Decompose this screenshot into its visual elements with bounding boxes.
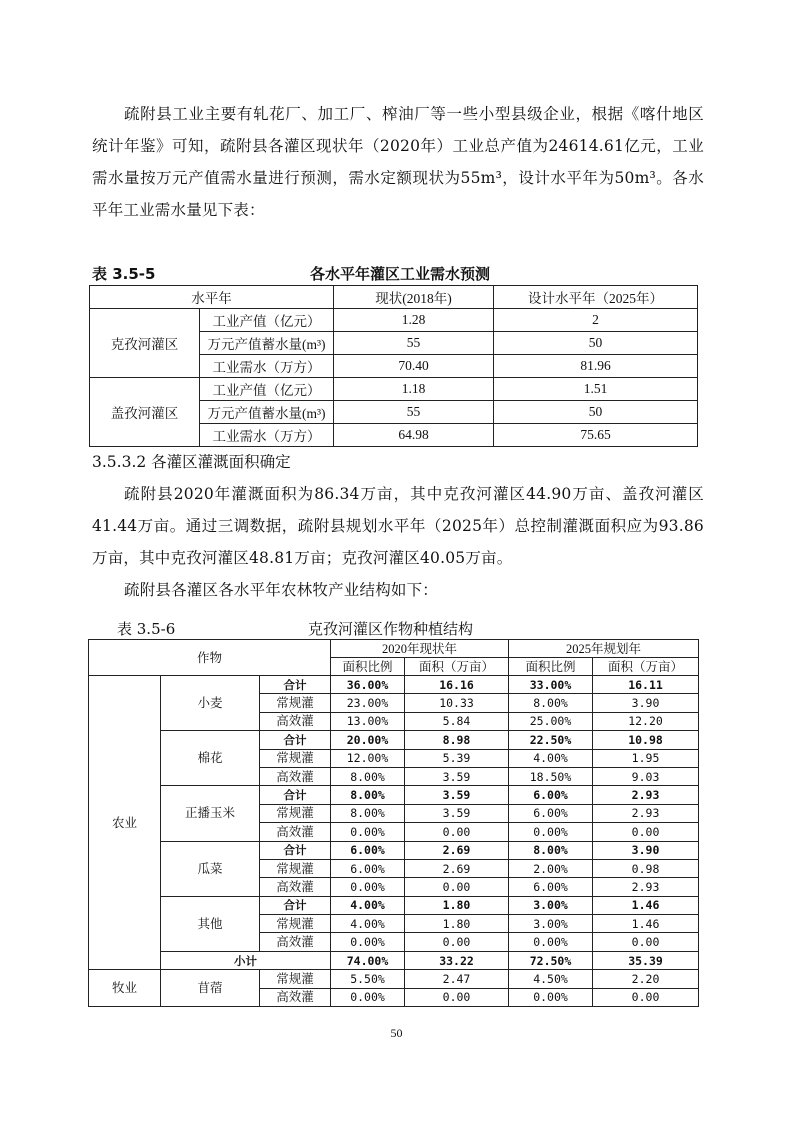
irrigation-type-cell: 高效灌 (260, 712, 331, 730)
table-title: 克孜河灌区作物种植结构 (308, 620, 474, 638)
area-cell: 2.69 (405, 859, 509, 877)
ratio-cell: 4.00% (331, 896, 405, 914)
ratio-cell: 8.00% (331, 804, 405, 822)
value-cell: 1.18 (334, 378, 494, 401)
item-cell: 万元产值蓄水量(m³) (200, 332, 334, 355)
irrigation-type-cell: 高效灌 (260, 823, 331, 841)
structure-intro-paragraph: 疏附县各灌区各水平年农林牧产业结构如下： (124, 581, 439, 599)
irrigation-type-cell: 常规灌 (260, 970, 331, 988)
year-header-cell: 2020年现状年 (331, 640, 509, 658)
area-cell: 1.95 (593, 749, 699, 767)
value-cell: 1.28 (334, 309, 494, 332)
crop-name-cell: 小麦 (161, 676, 260, 731)
irrigation-type-cell: 常规灌 (260, 859, 331, 877)
irrigation-type-cell: 合计 (260, 896, 331, 914)
ratio-cell: 72.50% (509, 951, 593, 969)
ratio-cell: 25.00% (509, 712, 593, 730)
value-cell: 50 (494, 401, 698, 424)
crop-name-cell: 其他 (161, 896, 260, 951)
ratio-cell: 3.00% (509, 896, 593, 914)
table-row (89, 970, 699, 988)
table-row (90, 378, 698, 401)
value-cell: 55 (334, 332, 494, 355)
table-header-row (89, 640, 699, 658)
sector-cell: 农业 (89, 676, 161, 970)
item-cell: 工业产值（亿元） (200, 378, 334, 401)
area-cell: 8.98 (405, 731, 509, 749)
crop-structure-table (88, 639, 699, 1007)
item-cell: 工业需水（万方） (200, 424, 334, 447)
area-cell: 2.20 (593, 970, 699, 988)
irrigation-type-cell: 合计 (260, 676, 331, 694)
irrigation-type-cell: 常规灌 (260, 694, 331, 712)
area-header-cell: 面积（万亩） (405, 658, 509, 676)
area-header-cell: 面积（万亩） (593, 658, 699, 676)
subtotal-row (89, 951, 699, 969)
irrigation-area-paragraph: 疏附县2020年灌溉面积为86.34万亩，其中克孜河灌区44.90万亩、盖孜河灌区41.44万亩。通过三调数据，疏附县规划水平年（2025年）总控制灌溉面积应为93.86万亩，其中克孜河灌区48.81万亩；克孜河灌区40.05万亩。 (92, 485, 704, 567)
value-cell: 55 (334, 401, 494, 424)
area-cell: 0.00 (405, 878, 509, 896)
value-cell: 81.96 (494, 355, 698, 378)
ratio-cell: 8.00% (509, 694, 593, 712)
area-cell: 35.39 (593, 951, 699, 969)
table-row (89, 731, 699, 749)
ratio-cell: 2.00% (509, 859, 593, 877)
table-header-row (90, 286, 698, 309)
crop-name-cell: 瓜菜 (161, 841, 260, 896)
crop-name-cell: 苜蓿 (161, 970, 260, 1007)
ratio-cell: 20.00% (331, 731, 405, 749)
ratio-cell: 0.00% (331, 878, 405, 896)
ratio-cell: 3.00% (509, 915, 593, 933)
year-header-cell: 2025年规划年 (509, 640, 699, 658)
ratio-cell: 0.00% (331, 823, 405, 841)
subtotal-label-cell: 小计 (161, 951, 331, 969)
table-row (89, 896, 699, 914)
ratio-cell: 33.00% (509, 676, 593, 694)
intro-paragraph: 疏附县工业主要有轧花厂、加工厂、榨油厂等一些小型县级企业，根据《喀什地区统计年鉴》可知，疏附县各灌区现状年（2020年）工业总产值为24614.61亿元，工业需水量按万元产值需水量进行预测，需水定额现状为55m³，设计水平年为50m³。各水平年工业需水量见下表： (92, 105, 704, 219)
ratio-cell: 8.00% (509, 841, 593, 859)
section-heading: 3.5.3.2 各灌区灌溉面积确定 (92, 453, 291, 471)
value-cell: 1.51 (494, 378, 698, 401)
area-cell: 10.33 (405, 694, 509, 712)
table-label: 表 3.5-6 (117, 620, 176, 638)
area-cell: 9.03 (593, 767, 699, 785)
ratio-cell: 0.00% (331, 933, 405, 951)
header-cell: 水平年 (90, 286, 334, 309)
ratio-header-cell: 面积比例 (331, 658, 405, 676)
area-cell: 3.90 (593, 841, 699, 859)
area-cell: 10.98 (593, 731, 699, 749)
area-cell: 0.00 (593, 823, 699, 841)
table-row (89, 786, 699, 804)
ratio-cell: 12.00% (331, 749, 405, 767)
table-label: 表 3.5-5 (92, 265, 156, 283)
ratio-cell: 36.00% (331, 676, 405, 694)
ratio-cell: 6.00% (331, 859, 405, 877)
area-cell: 2.93 (593, 786, 699, 804)
area-cell: 0.00 (405, 823, 509, 841)
crop-header-cell: 作物 (89, 640, 331, 676)
ratio-cell: 8.00% (331, 786, 405, 804)
area-cell: 33.22 (405, 951, 509, 969)
area-cell: 3.59 (405, 767, 509, 785)
ratio-cell: 4.00% (509, 749, 593, 767)
header-cell: 设计水平年（2025年） (494, 286, 698, 309)
area-cell: 1.80 (405, 896, 509, 914)
item-cell: 工业产值（亿元） (200, 309, 334, 332)
item-cell: 工业需水（万方） (200, 355, 334, 378)
irrigation-type-cell: 合计 (260, 786, 331, 804)
area-cell: 0.00 (593, 988, 699, 1006)
ratio-cell: 22.50% (509, 731, 593, 749)
irrigation-type-cell: 高效灌 (260, 933, 331, 951)
crop-name-cell: 棉花 (161, 731, 260, 786)
ratio-cell: 6.00% (509, 878, 593, 896)
area-cell: 0.00 (405, 988, 509, 1006)
area-cell: 12.20 (593, 712, 699, 730)
irrigation-type-cell: 常规灌 (260, 749, 331, 767)
area-cell: 0.98 (593, 859, 699, 877)
value-cell: 70.40 (334, 355, 494, 378)
area-cell: 1.80 (405, 915, 509, 933)
header-cell: 现状(2018年) (334, 286, 494, 309)
value-cell: 2 (494, 309, 698, 332)
ratio-cell: 6.00% (509, 804, 593, 822)
table-row (89, 841, 699, 859)
ratio-cell: 5.50% (331, 970, 405, 988)
industrial-water-demand-table (89, 285, 698, 447)
table-row (89, 676, 699, 694)
area-cell: 16.16 (405, 676, 509, 694)
area-cell: 3.90 (593, 694, 699, 712)
ratio-cell: 23.00% (331, 694, 405, 712)
ratio-cell: 4.00% (331, 915, 405, 933)
irrigation-type-cell: 高效灌 (260, 767, 331, 785)
area-cell: 5.39 (405, 749, 509, 767)
ratio-cell: 6.00% (331, 841, 405, 859)
irrigation-type-cell: 常规灌 (260, 915, 331, 933)
irrigation-type-cell: 高效灌 (260, 878, 331, 896)
area-cell: 2.69 (405, 841, 509, 859)
sector-cell: 牧业 (89, 970, 161, 1007)
ratio-cell: 0.00% (331, 988, 405, 1006)
irrigation-type-cell: 高效灌 (260, 988, 331, 1006)
table-row (90, 309, 698, 332)
area-cell: 1.46 (593, 915, 699, 933)
district-cell: 盖孜河灌区 (90, 378, 200, 447)
irrigation-type-cell: 常规灌 (260, 804, 331, 822)
irrigation-type-cell: 合计 (260, 731, 331, 749)
area-cell: 0.00 (593, 933, 699, 951)
area-cell: 3.59 (405, 804, 509, 822)
value-cell: 64.98 (334, 424, 494, 447)
irrigation-type-cell: 合计 (260, 841, 331, 859)
district-cell: 克孜河灌区 (90, 309, 200, 378)
item-cell: 万元产值蓄水量(m³) (200, 401, 334, 424)
value-cell: 75.65 (494, 424, 698, 447)
ratio-cell: 74.00% (331, 951, 405, 969)
ratio-cell: 18.50% (509, 767, 593, 785)
crop-name-cell: 正播玉米 (161, 786, 260, 841)
ratio-header-cell: 面积比例 (509, 658, 593, 676)
area-cell: 16.11 (593, 676, 699, 694)
value-cell: 50 (494, 332, 698, 355)
area-cell: 2.93 (593, 804, 699, 822)
ratio-cell: 0.00% (509, 988, 593, 1006)
area-cell: 2.47 (405, 970, 509, 988)
area-cell: 0.00 (405, 933, 509, 951)
area-cell: 2.93 (593, 878, 699, 896)
table-title: 各水平年灌区工业需水预测 (310, 265, 491, 283)
ratio-cell: 0.00% (509, 933, 593, 951)
area-cell: 5.84 (405, 712, 509, 730)
area-cell: 3.59 (405, 786, 509, 804)
ratio-cell: 4.50% (509, 970, 593, 988)
ratio-cell: 0.00% (509, 823, 593, 841)
ratio-cell: 6.00% (509, 786, 593, 804)
page-number: 50 (390, 1026, 403, 1040)
ratio-cell: 8.00% (331, 767, 405, 785)
area-cell: 1.46 (593, 896, 699, 914)
ratio-cell: 13.00% (331, 712, 405, 730)
